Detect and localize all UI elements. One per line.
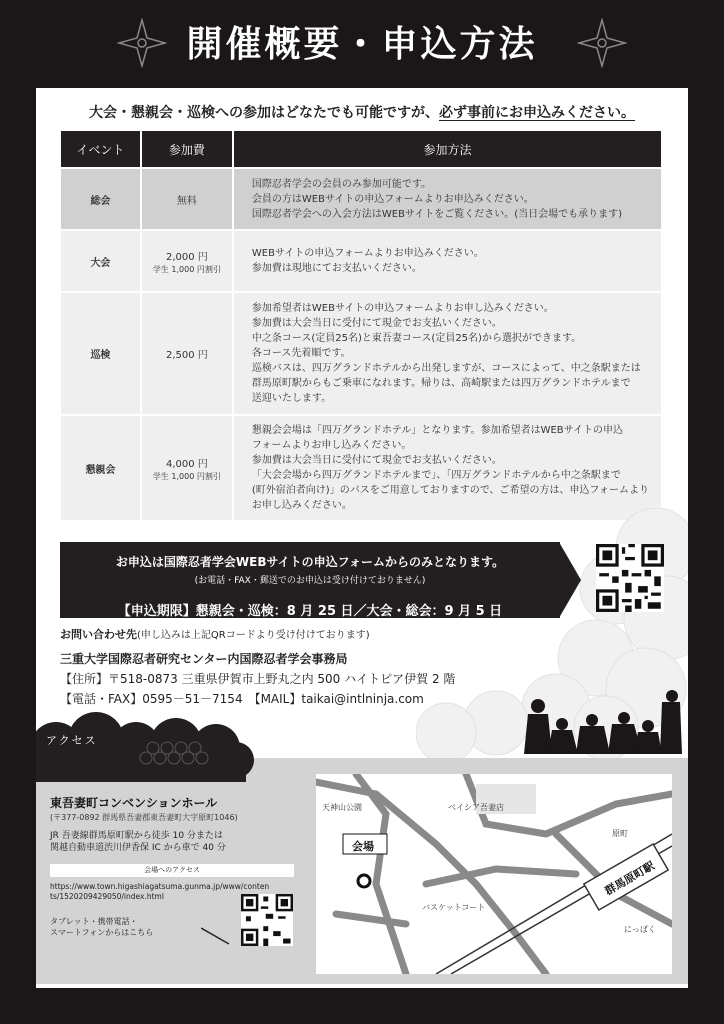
map-label-store: ベイシア吾妻店 (448, 803, 504, 812)
application-notice (60, 542, 560, 618)
contact-address: 【住所】〒518-0873 三重県伊賀市上野丸之内 500 ハイトピア伊賀 2 階 (60, 672, 456, 686)
event-fee: 無料 (142, 169, 232, 229)
ninja-silhouettes (516, 690, 688, 758)
event-method: 参加希望者はWEBサイトの申込フォームよりお申し込みください。 参加費は大会当日に受付にて現金でお支払いください。 中之条コース(定員25名)と東吾妻コース(定員25名)から選択ができます。 各コース先着順です。 巡検バスは、四万グランドホテルから出発しますが、コースによって、中之条駅または 群馬原町駅からもご乗車になれます。帰りは、高崎駅または四万グランドホテルまで 送迎いたします。 (234, 293, 661, 414)
map-label-nippaku: にっぱく (624, 925, 656, 934)
header-event: イベント (61, 131, 140, 167)
contact-phone-mail[interactable]: 【電話・FAX】0595－51－7154 【MAIL】taikai@intlninja.com (60, 692, 424, 706)
access-box-label: 会場へのアクセス (50, 864, 294, 877)
venue-map[interactable] (316, 774, 672, 974)
event-fee: 4,000 円 学生 1,000 円割引 (142, 416, 232, 520)
venue-directions: JR 吾妻線群馬原町駅から徒歩 10 分または 関越自動車道渋川伊香保 IC から車で 40 分 (50, 831, 226, 853)
table-row (61, 416, 661, 520)
table-row (61, 231, 661, 291)
page-title: 開催概要・申込方法 (186, 23, 538, 65)
map-label-venue: 会場 (352, 840, 374, 853)
contact-org: 三重大学国際忍者研究センター内国際忍者学会事務局 (60, 652, 348, 666)
event-name: 総会 (61, 169, 140, 229)
lead-text: 大会・懇親会・巡検への参加はどなたでも可能ですが、必ず事前にお申込みください。 (89, 105, 635, 121)
arrow-icon (201, 926, 231, 946)
map-label-park: 天神山公園 (322, 803, 362, 812)
table-row (61, 169, 661, 229)
header-fee: 参加費 (142, 131, 232, 167)
event-method: 国際忍者学会の会員のみ参加可能です。 会員の方はWEBサイトの申込フォームよりお申込みください。 国際忍者学会への入会方法はWEBサイトをご覧ください。(当日会場でも承ります) (234, 169, 661, 229)
event-method: 懇親会会場は「四万グランドホテル」となります。参加希望者はWEBサイトの申込 フォームよりお申し込みください。 参加費は大会当日に受付にて現金でお支払いください。 「大会会場から四万グランドホテルまで」、「四万グランドホテルから中之条駅まで (町外宿泊者向け)」のバスをご用意しておりますので、ご希望の方は、申込フォームより お申し込みください。 (234, 416, 661, 520)
map-label-haramachi: 原町 (612, 829, 628, 838)
table-row (61, 293, 661, 414)
event-name: 巡検 (61, 293, 140, 414)
contact-heading: お問い合わせ先 (60, 628, 137, 641)
venue-address: (〒377-0892 群馬県吾妻郡東吾妻町大字原町1046) (50, 813, 238, 822)
events-table (59, 129, 663, 522)
notice-line: (お電話・FAX・郵送でのお申込は受け付けておりません) (194, 576, 426, 586)
event-fee: 2,500 円 (142, 293, 232, 414)
event-fee: 2,000 円 学生 1,000 円割引 (142, 231, 232, 291)
qr-code[interactable] (596, 544, 664, 612)
band-arrow (559, 542, 581, 618)
contact-note: (申し込みは上記QRコードより受け付けております) (137, 630, 370, 641)
access-heading: アクセス (46, 734, 98, 747)
qr-code[interactable] (241, 894, 293, 946)
content-sheet (36, 88, 688, 988)
header-method: 参加方法 (234, 131, 661, 167)
tablet-label: タブレット・携帯電話・ スマートフォンからはこちら (50, 917, 154, 937)
map-label-station: 群馬原町駅 (602, 859, 657, 898)
header (0, 0, 724, 88)
access-section (36, 758, 688, 984)
event-method: WEBサイトの申込フォームよりお申込みください。 参加費は現地にてお支払いください。 (234, 231, 661, 291)
shuriken-icon (577, 18, 627, 68)
access-url[interactable]: https://www.town.higashiagatsuma.gunma.jp/www/conten ts/1520209429050/index.html (50, 882, 270, 901)
event-name: 大会 (61, 231, 140, 291)
event-name: 懇親会 (61, 416, 140, 520)
venue-name: 東吾妻町コンベンションホール (50, 796, 218, 810)
map-label-basket: バスケットコート (422, 903, 486, 912)
notice-line: お申込は国際忍者学会WEBサイトの申込フォームからのみとなります。 (115, 555, 505, 569)
contact-section (60, 626, 455, 707)
deadline-text: 【申込期限】懇親会・巡検：8 月 25 日／大会・総会：9 月 5 日 (117, 604, 503, 619)
